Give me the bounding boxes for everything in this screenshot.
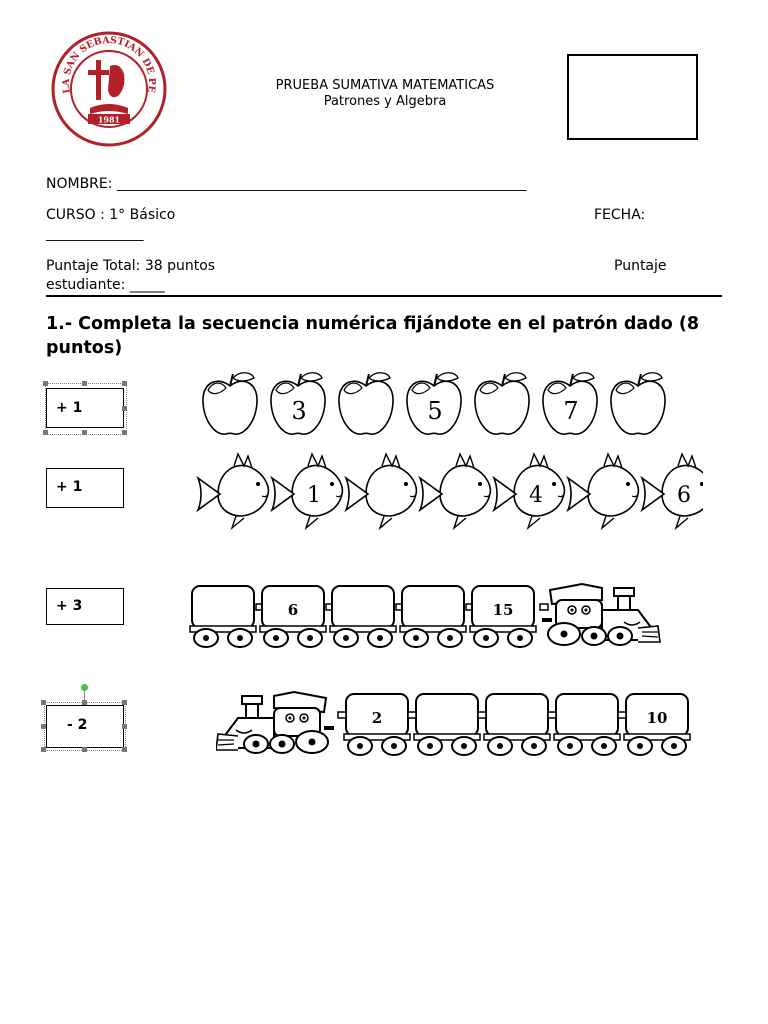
apple-figure <box>339 373 393 434</box>
fish-figure <box>346 454 416 528</box>
nombre-line[interactable]: _______________________________________________________________ <box>116 177 527 192</box>
train-car <box>484 694 550 755</box>
divider-line <box>46 295 722 297</box>
resize-handle[interactable] <box>122 430 127 435</box>
fish-figure <box>420 454 490 528</box>
rule-box-row-2[interactable]: + 1 <box>46 468 124 508</box>
train-car <box>330 586 396 647</box>
fish-figure <box>642 454 703 528</box>
resize-handle[interactable] <box>82 430 87 435</box>
car-number: 2 <box>371 709 383 727</box>
puntaje-label: Puntaje <box>614 258 667 274</box>
fish-number: 1 <box>307 483 321 508</box>
rule-box-row-3[interactable]: + 3 <box>46 588 124 625</box>
rule-text-row-1: + 1 <box>46 388 124 428</box>
train-car <box>344 694 410 755</box>
question-1-line1: 1.- Completa la secuencia numérica fijándote en el patrón dado (8 <box>46 314 700 334</box>
apple-sequence <box>190 368 690 440</box>
train-car <box>400 586 466 647</box>
apple-number: 3 <box>291 397 307 425</box>
fish-figure <box>272 454 342 528</box>
rule-box-row-1[interactable] <box>46 388 124 428</box>
resize-handle[interactable] <box>43 430 48 435</box>
svg-text:ESCUELA SAN SEBASTIAN DE PELAR: LA SAN SEBASTIAN DE PE <box>60 34 158 95</box>
apple-figure <box>407 373 461 434</box>
apple-figure <box>203 373 257 434</box>
train-engine <box>216 692 334 753</box>
puntaje-estudiante: estudiante: _____ <box>46 277 165 293</box>
rule-box-row-4[interactable] <box>46 705 124 748</box>
train-engine <box>542 584 660 645</box>
car-number: 6 <box>287 601 299 619</box>
train-sequence-row-3 <box>186 576 666 652</box>
svg-text:1981: 1981 <box>97 114 121 125</box>
question-1-heading <box>46 312 736 360</box>
resize-handle[interactable] <box>41 724 46 729</box>
train-car <box>260 586 326 647</box>
train-car <box>190 586 256 647</box>
curso-label: CURSO : 1° Básico <box>46 207 176 223</box>
rotate-handle[interactable] <box>81 684 88 691</box>
car-number: 15 <box>492 601 514 619</box>
fecha-label: FECHA: <box>594 207 646 223</box>
nombre-label: NOMBRE: <box>46 176 113 192</box>
resize-handle[interactable] <box>82 700 87 705</box>
resize-handle[interactable] <box>43 381 48 386</box>
apple-number: 7 <box>563 397 579 425</box>
selection-frame <box>44 702 126 751</box>
resize-handle[interactable] <box>122 406 127 411</box>
train-car <box>624 694 690 755</box>
resize-handle[interactable] <box>41 700 46 705</box>
puntaje-total: Puntaje Total: 38 puntos <box>46 258 216 274</box>
question-1-line2: puntos) <box>46 338 123 358</box>
train-car <box>414 694 480 755</box>
resize-handle[interactable] <box>122 700 127 705</box>
nombre-row <box>46 176 526 192</box>
school-seal-logo <box>50 30 168 148</box>
apple-figure <box>543 373 597 434</box>
apple-number: 5 <box>427 397 443 425</box>
resize-handle[interactable] <box>122 381 127 386</box>
apple-figure <box>475 373 529 434</box>
resize-handle[interactable] <box>122 747 127 752</box>
grade-box <box>567 54 698 140</box>
resize-handle[interactable] <box>82 747 87 752</box>
selection-frame <box>45 383 127 435</box>
resize-handle[interactable] <box>122 724 127 729</box>
apple-figure <box>611 373 665 434</box>
train-car <box>470 586 536 647</box>
test-title-block <box>200 78 570 110</box>
fish-number: 4 <box>529 483 543 508</box>
fish-number: 6 <box>677 483 691 508</box>
car-number: 10 <box>646 709 668 727</box>
fish-figure <box>568 454 638 528</box>
fecha-line[interactable]: _______________ <box>46 227 144 242</box>
train-sequence-row-4 <box>216 684 696 764</box>
resize-handle[interactable] <box>41 747 46 752</box>
test-title: PRUEBA SUMATIVA MATEMATICAS <box>275 78 495 93</box>
resize-handle[interactable] <box>82 381 87 386</box>
apple-figure <box>271 373 325 434</box>
test-subtitle: Patrones y Algebra <box>323 94 447 109</box>
train-car <box>554 694 620 755</box>
fish-figure <box>198 454 268 528</box>
rule-text-row-4: - 2 <box>46 705 124 748</box>
fish-sequence <box>190 450 703 530</box>
fish-figure <box>494 454 564 528</box>
